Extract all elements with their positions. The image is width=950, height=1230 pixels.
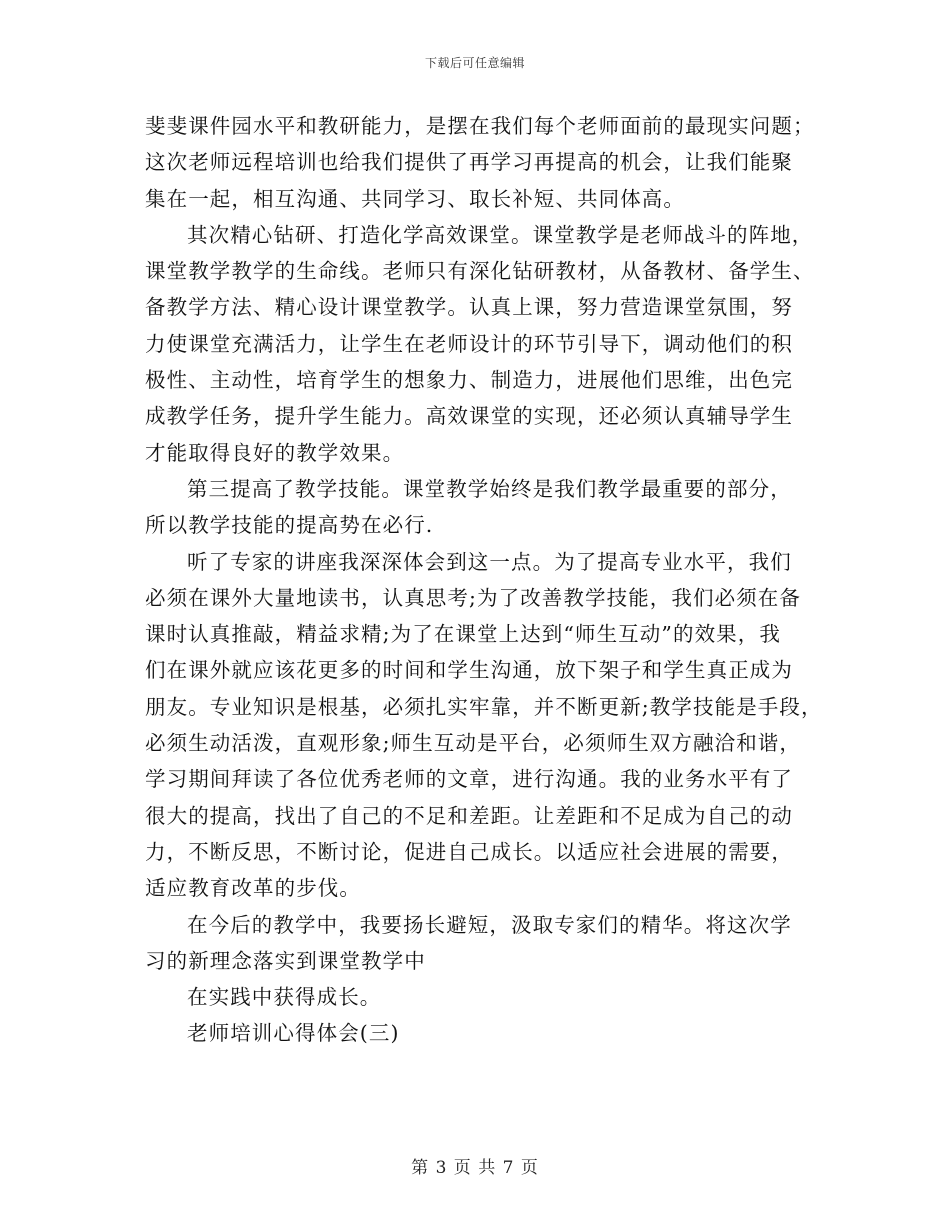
text-line: 集在一起，相互沟通、共同学习、取长补短、共同体高。	[145, 186, 685, 211]
text-line: 课堂教学教学的生命线。老师只有深化钻研教材，从备教材、备学生、	[145, 259, 815, 284]
page-header: 下载后可任意编辑	[424, 56, 525, 70]
text-line: 所以教学技能的提高势在必行.	[145, 513, 434, 538]
text-line: 们在课外就应该花更多的时间和学生沟通，放下架子和学生真正成为	[145, 658, 793, 683]
text-line: 斐斐课件园水平和教研能力，是摆在我们每个老师面前的最现实问题；	[145, 114, 815, 138]
text-line: 力，不断反思，不断讨论，促进自己成长。以适应社会进展的需要，	[145, 839, 793, 864]
text-line: 第三提高了教学技能。课堂教学始终是我们教学最重要的部分，	[187, 476, 792, 501]
text-line: 朋友。专业知识是根基，必须扎实牢靠，并不断更新;教学技能是手段，	[145, 694, 823, 719]
text-line: 习的新理念落实到课堂教学中	[145, 948, 426, 973]
text-line: 在今后的教学中，我要扬长避短，汲取专家们的精华。将这次学	[187, 912, 792, 937]
text-line: 在实践中获得成长。	[187, 985, 382, 1010]
text-line: 其次精心钻研、打造化学高效课堂。课堂教学是老师战斗的阵地，	[187, 222, 814, 247]
text-line: 必须在课外大量地读书，认真思考;为了改善教学技能，我们必须在备	[145, 585, 802, 610]
text-line: 课时认真推敲，精益求精;为了在课堂上达到“师生互动”的效果，我	[145, 622, 781, 647]
text-line: 老师培训心得体会(三)	[187, 1021, 400, 1046]
text-line: 学习期间拜读了各位优秀老师的文章，进行沟通。我的业务水平有了	[145, 767, 793, 792]
page-footer: 第 3 页 共 7 页	[411, 1158, 539, 1178]
text-line: 很大的提高，找出了自己的不足和差距。让差距和不足成为自己的动	[145, 803, 793, 828]
text-line: 力使课堂充满活力，让学生在老师设计的环节引导下，调动他们的积	[145, 331, 793, 356]
text-line: 听了专家的讲座我深深体会到这一点。为了提高专业水平，我们	[187, 549, 792, 574]
text-line: 必须生动活泼，直观形象;师生互动是平台，必须师生双方融洽和谐，	[145, 731, 802, 756]
text-line: 成教学任务，提升学生能力。高效课堂的实现，还必须认真辅导学生	[145, 404, 793, 429]
text-line: 备教学方法、精心设计课堂教学。认真上课，努力营造课堂氛围，努	[145, 295, 793, 320]
text-line: 极性、主动性，培育学生的想象力、制造力，进展他们思维，出色完	[145, 368, 793, 393]
document-body	[145, 108, 823, 1052]
text-line: 这次老师远程培训也给我们提供了再学习再提高的机会，让我们能聚	[145, 150, 793, 175]
text-line: 适应教育改革的步伐。	[145, 876, 361, 901]
text-line: 才能取得良好的教学效果。	[145, 440, 405, 465]
